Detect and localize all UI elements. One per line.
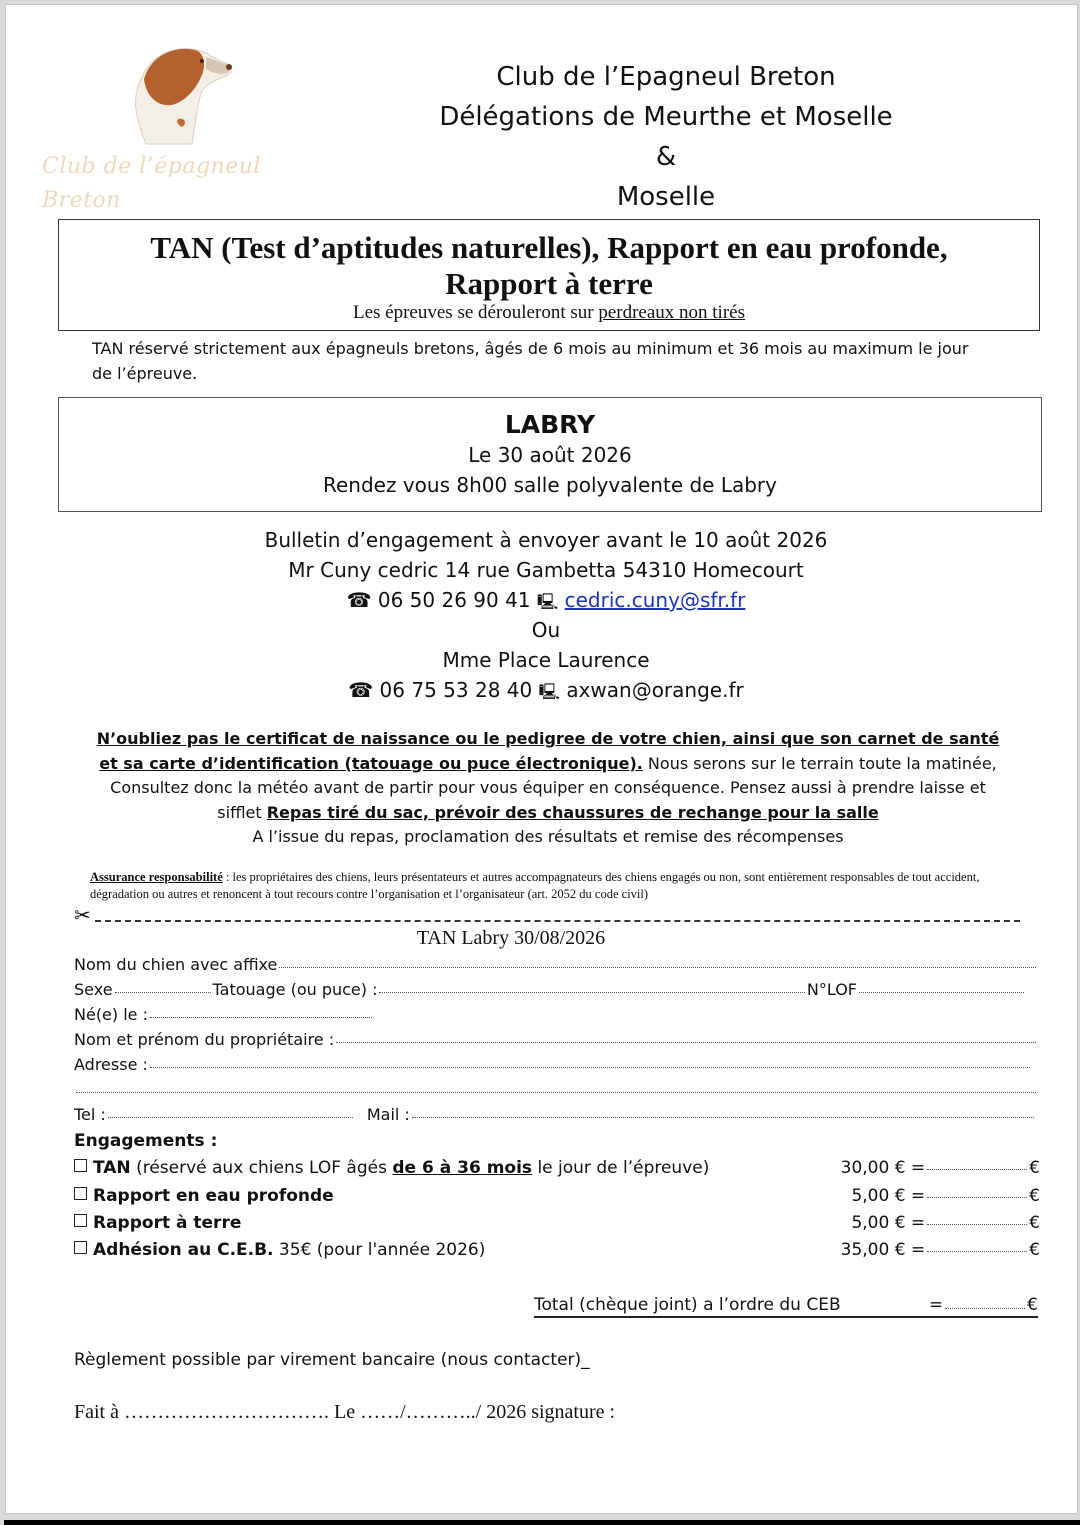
title-box [58,219,1040,331]
engagement-row-adhesion [74,1237,1040,1264]
engagement-price: 5,00 € = [851,1213,926,1233]
checkbox[interactable] [74,1214,87,1227]
event-subtitle [59,302,1039,324]
total-equals: = [928,1295,944,1315]
subtitle-prefix: Les épreuves se dérouleront sur [352,302,599,323]
contact2-line [206,675,886,707]
field-label: Né(e) le : [74,1005,148,1024]
bottom-bar [4,1520,1080,1525]
checkbox[interactable] [74,1241,87,1254]
contact2-phone: 06 75 53 28 40 [379,678,533,702]
field-label-lof: N°LOF [806,980,857,999]
event-title-line1: TAN (Test d’aptitudes naturelles), Rapport en eau profonde, [150,230,948,265]
form-title: TAN Labry 30/08/2026 [416,927,606,949]
org-delegations: Délégations de Meurthe et Moselle [439,102,893,132]
deadline: Bulletin d’engagement à envoyer avant le 10 août 2026 [264,528,828,552]
contact1-name: Mr Cuny cedric 14 rue Gambetta 54310 Homecourt [288,558,804,582]
currency: € [1027,1295,1038,1315]
dog-logo-icon [106,39,236,149]
insurance-body: : les propriétaires des chiens, leurs présentateurs et autres accompagnateurs des chiens engagés ou non, sont entièrement responsables de tout accident, dégradation ou autres et renoncent à tout recours contre l’organisation et l’organisateur (art. 2052 du code civil) [90,870,980,901]
org-name: Club de l’Epagneul Breton [496,62,836,92]
amount-fill-line[interactable] [927,1210,1027,1225]
scissors-icon: ✂ [74,903,91,925]
logo-text-line1: Club de l’épagneul [42,154,261,179]
phone-icon: ☎ [346,588,372,612]
signature-line[interactable]: Fait à …………………………. Le ……/………../ 2026 signature : [74,1401,616,1423]
fill-line-tattoo[interactable] [379,978,804,993]
notice-meal: Repas tiré du sac, prévoir des chaussures de rechange pour la salle [266,802,879,822]
engagement-label: TAN [93,1158,131,1178]
checkbox[interactable] [74,1159,87,1172]
field-label: Nom du chien avec affixe [74,955,278,974]
notice-text1: Nous serons sur le terrain toute la matinée, Consultez donc la météo avant de partir pour vous équiper en conséquence. Pensez aussi à prendre laisse et sifflet [110,753,997,822]
restriction-text: TAN réservé strictement aux épagneuls bretons, âgés de 6 mois au minimum et 36 mois au maximum le jour de l’épreuve. [92,339,969,383]
engagement-price: 5,00 € = [851,1186,926,1206]
contact1-phone: 06 50 26 90 41 [377,588,531,612]
total-label: Total (chèque joint) a l’ordre du CEB [534,1295,841,1315]
fill-line-sex[interactable] [115,978,211,993]
notice-results: A l’issue du repas, proclamation des résultats et remise des récompenses [252,827,844,846]
dashed-divider [95,914,1020,922]
cut-line [74,903,1029,925]
amount-fill-line[interactable] [927,1183,1027,1198]
engagement-label: Rapport en eau profonde [93,1186,334,1206]
document-page [5,4,1078,1514]
engagement-age: de 6 à 36 mois [392,1158,533,1178]
amount-fill-line[interactable] [927,1155,1027,1170]
fill-line[interactable] [336,1028,1036,1043]
phone-icon: ☎ [348,678,374,702]
field-label: Nom et prénom du propriétaire : [74,1030,335,1049]
event-box [58,397,1042,512]
event-meeting: Rendez vous 8h00 salle polyvalente de Labry [323,473,777,497]
field-born[interactable] [74,1003,374,1027]
payment-note: Règlement possible par virement bancaire (nous contacter)_ [74,1350,590,1370]
currency: € [1029,1240,1040,1260]
field-label-tattoo: Tatouage (ou puce) : [212,980,378,999]
engagements-heading: Engagements : [74,1131,218,1151]
engagement-price: 35,00 € = [840,1240,926,1260]
logo-text-line2: Breton [42,188,121,213]
subtitle-underlined: perdreaux non tirés [598,302,745,323]
engagement-row-tan [74,1155,1040,1182]
contact1-email-link[interactable]: cedric.cuny@sfr.fr [564,588,746,612]
contact2-name: Mme Place Laurence [442,648,650,672]
field-address[interactable] [74,1053,1032,1077]
or-text: Ou [531,618,561,642]
amount-fill-line[interactable] [927,1237,1027,1252]
field-dog-name[interactable] [74,953,1038,977]
field-label-sex: Sexe [74,980,113,999]
currency: € [1029,1186,1040,1206]
insurance-label: Assurance responsabilité [90,870,223,884]
logo-text [42,150,261,218]
fill-line[interactable] [150,1003,372,1018]
field-label-mail: Mail : [366,1105,410,1124]
notice-paragraph [90,727,1006,850]
currency: € [1029,1158,1040,1178]
field-owner[interactable] [74,1028,1038,1052]
event-title-line2: Rapport à terre [445,266,653,301]
fill-line[interactable] [76,1078,1036,1093]
computer-icon: 🖳 [538,682,560,701]
field-sex-tattoo-lof[interactable] [74,978,1026,1002]
fill-line-mail[interactable] [412,1103,1034,1118]
field-address-line2[interactable] [74,1078,1038,1093]
fill-line[interactable] [150,1053,1030,1068]
checkbox[interactable] [74,1187,87,1200]
org-moselle: Moselle [616,182,716,212]
fill-line[interactable] [279,953,1036,968]
engagement-row-terre [74,1210,1040,1237]
insurance-text [90,869,990,903]
engagement-price: 30,00 € = [840,1158,926,1178]
computer-icon: 🖳 [536,592,559,611]
field-tel-mail[interactable] [74,1103,1036,1127]
contact1-line [206,585,886,617]
engagement-row-eau [74,1183,1040,1210]
event-place: LABRY [504,410,596,439]
fill-line-tel[interactable] [108,1103,353,1118]
event-date: Le 30 août 2026 [468,443,632,467]
field-label-tel: Tel : [74,1105,106,1124]
fill-line-lof[interactable] [859,978,1024,993]
contact2-email: axwan@orange.fr [566,678,744,702]
total-line [534,1294,1038,1318]
engagement-label: Adhésion au C.E.B. [93,1240,274,1260]
engagement-detail-2: le jour de l’épreuve) [532,1158,710,1178]
engagement-detail: (réservé aux chiens LOF âgés [130,1158,393,1178]
field-label: Adresse : [74,1055,148,1074]
notice-documents: N’oubliez pas le certificat de naissance ou le pedigree de votre chien, ainsi que son carnet de santé et sa carte d’identification (tatouage ou puce électronique). [96,729,1000,773]
engagement-label: Rapport à terre [93,1213,242,1233]
total-fill-line[interactable] [945,1294,1025,1309]
engagement-detail: 35€ (pour l'année 2026) [273,1240,486,1260]
org-ampersand: & [655,142,677,172]
currency: € [1029,1213,1040,1233]
